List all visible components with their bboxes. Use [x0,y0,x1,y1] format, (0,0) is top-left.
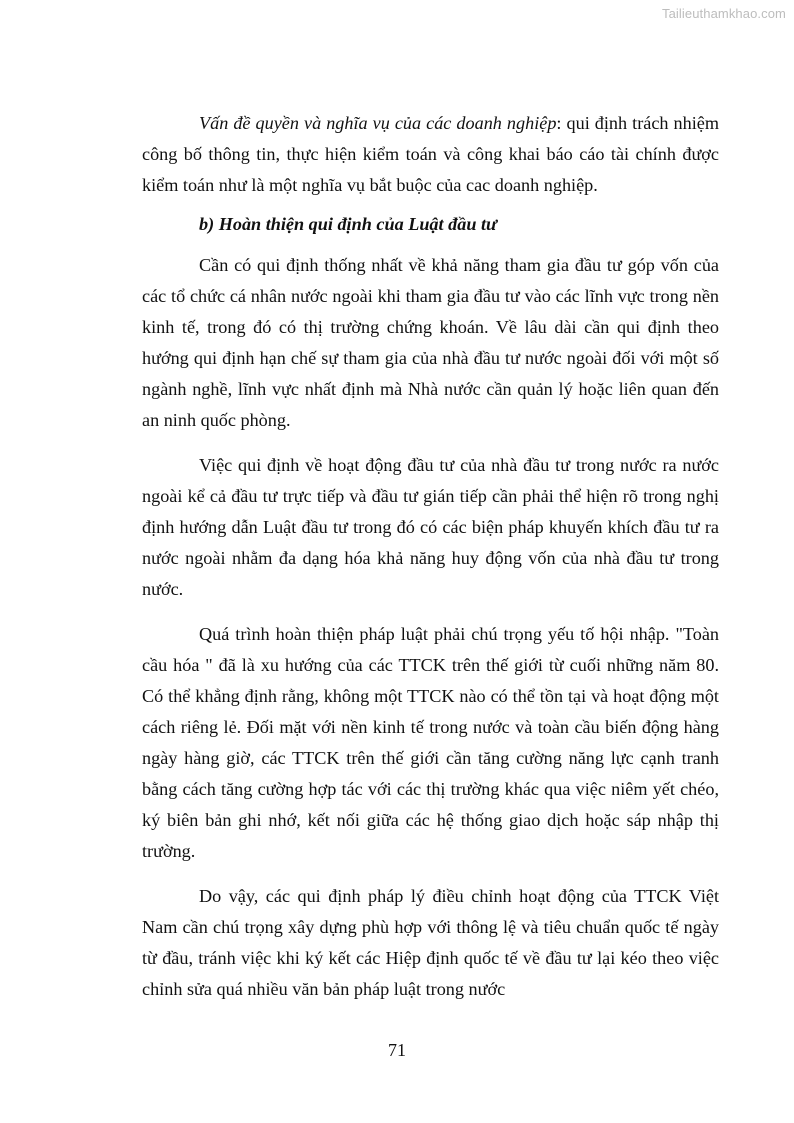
paragraph-lead-italic: Vấn đề quyền và nghĩa vụ của các doanh nghiệp [199,113,557,133]
page-number: 71 [388,1040,406,1060]
paragraph-integration: Quá trình hoàn thiện pháp luật phải chú trọng yếu tố hội nhập. "Toàn cầu hóa " đã là xu hướng của các TTCK trên thế giới từ cuối những năm 80. Có thể khẳng định rằng, không một TTCK nào có thể tồn tại và hoạt động một cách riêng lẻ. Đối mặt với nền kinh tế trong nước và toàn cầu biến động hàng ngày hàng giờ, các TTCK trên thế giới cần tăng cường năng lực cạnh tranh bằng cách tăng cường hợp tác với các thị trường khác qua việc niêm yết chéo, ký biên bản ghi nhớ, kết nối giữa các hệ thống giao dịch hoặc sáp nhập thị trường. [142,624,719,861]
section-heading: b) Hoàn thiện qui định của Luật đầu tư [199,214,497,234]
paragraph-enterprise-obligations [142,108,719,201]
watermark-text: Tailieuthamkhao.com [661,6,786,21]
document-body [142,108,719,1019]
paragraph-text: : qui định trách nhiệm công bố thông tin, thực hiện kiểm toán và công khai báo cáo tài chính được kiểm toán như là một nghĩa vụ bắt buộc của cac doanh nghiệp. [142,113,719,195]
paragraph-outbound-investment: Việc qui định về hoạt động đầu tư của nhà đầu tư trong nước ra nước ngoài kể cả đầu tư trực tiếp và đầu tư gián tiếp cần phải thể hiện rõ trong nghị định hướng dẫn Luật đầu tư trong đó có các biện pháp khuyến khích đầu tư ra nước ngoài nhằm đa dạng hóa khả năng huy động vốn của nhà đầu tư trong nước. [142,455,719,599]
paragraph-foreign-investment: Cần có qui định thống nhất về khả năng tham gia đầu tư góp vốn của các tổ chức cá nhân nước ngoài khi tham gia đầu tư vào các lĩnh vực trong nền kinh tế, trong đó có thị trường chứng khoán. Về lâu dài cần qui định theo hướng qui định hạn chế sự tham gia của nhà đầu tư nước ngoài đối với một số ngành nghề, lĩnh vực nhất định mà Nhà nước cần quản lý hoặc liên quan đến an ninh quốc phòng. [142,255,719,430]
paragraph-conclusion: Do vậy, các qui định pháp lý điều chỉnh hoạt động của TTCK Việt Nam cần chú trọng xây dựng phù hợp với thông lệ và tiêu chuẩn quốc tế ngày từ đầu, tránh việc khi ký kết các Hiệp định quốc tế về đầu tư lại kéo theo việc chỉnh sửa quá nhiều văn bản pháp luật trong nước [142,886,719,999]
